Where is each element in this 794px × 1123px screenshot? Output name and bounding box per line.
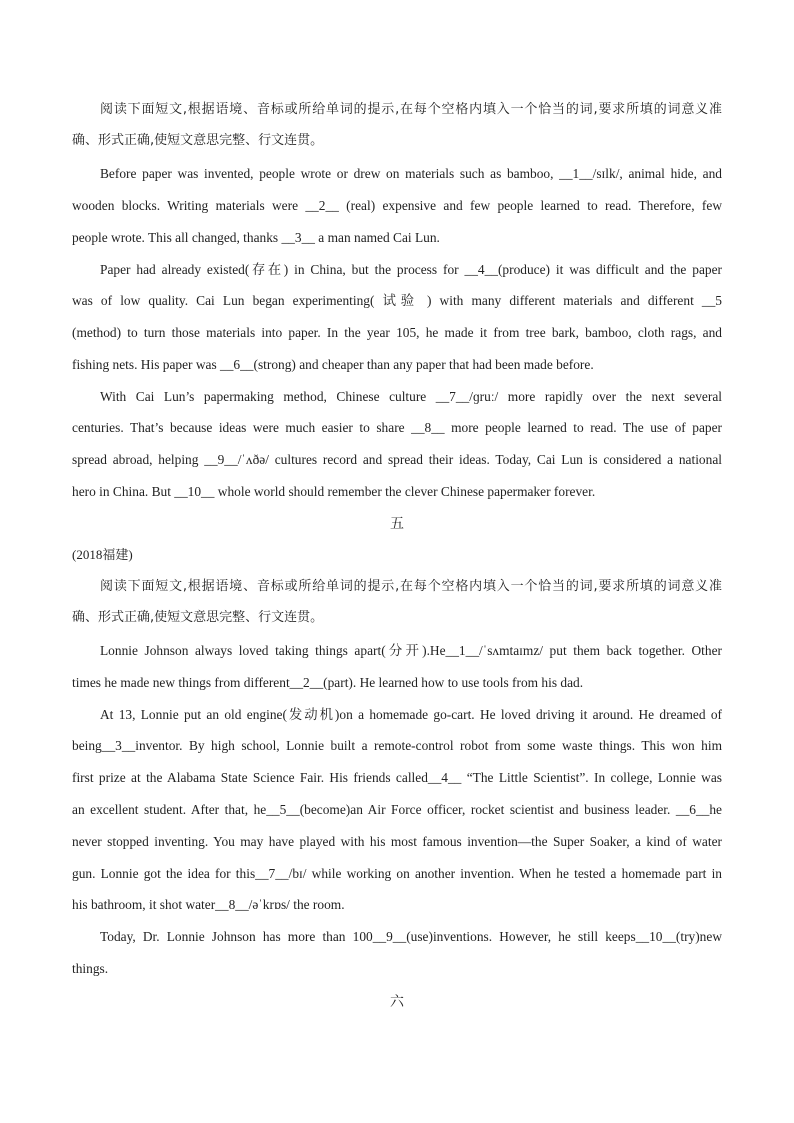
section-heading: 五	[390, 516, 404, 532]
instruction-line: 阅读下面短文,根据语境、音标或所给单词的提示,在每个空格内填入一个恰当的词,要求所填的词意义准	[100, 102, 722, 117]
source-label: (2018福建)	[72, 547, 133, 562]
passage-line: At 13, Lonnie put an old engine(发动机)on a homemade go-cart. He loved driving it around. He dreamed of	[100, 707, 722, 722]
passage-line: Today, Dr. Lonnie Johnson has more than 100__9__(use)inventions. However, he still keeps__10__(try)new	[100, 929, 722, 944]
passage-line: an excellent student. After that, he__5__(become)an Air Force officer, rocket scientist and business leader. __6__he	[72, 802, 722, 817]
passage-line: times he made new things from different__2__(part). He learned how to use tools from his dad.	[72, 675, 584, 690]
passage-line: Before paper was invented, people wrote or drew on materials such as bamboo, __1__/sɪlk/, animal hide, and	[100, 166, 722, 181]
passage-line: first prize at the Alabama State Science Fair. His friends called__4__ “The Little Scientist”. In college, Lonnie was	[72, 770, 722, 785]
passage-line: With Cai Lun’s papermaking method, Chinese culture __7__/ɡruː/ more rapidly over the next several	[100, 389, 722, 404]
section-heading: 六	[390, 994, 404, 1010]
passage-line: Paper had already existed(存在) in China, but the process for __4__(produce) it was difficult and the paper	[100, 262, 722, 277]
passage-line: people wrote. This all changed, thanks __3__ a man named Cai Lun.	[72, 230, 440, 245]
passage-line: never stopped inventing. You may have played with his most famous invention—the Super Soaker, a kind of water	[72, 834, 722, 849]
instruction-line: 确、形式正确,使短文意思完整、行文连贯。	[72, 610, 324, 625]
passage-line: his bathroom, it shot water__8__/əˈkrɒs/ the room.	[72, 897, 345, 912]
passage-line: fishing nets. His paper was __6__(strong) and cheaper than any paper that had been made before.	[72, 357, 594, 372]
passage-line: was of low quality. Cai Lun began experimenting( 试验 ) with many different materials and different __5	[72, 293, 722, 308]
passage-line: (method) to turn those materials into paper. In the year 105, he made it from tree bark, bamboo, cloth rags, and	[72, 325, 722, 340]
passage-line: things.	[72, 961, 109, 976]
passage-line: wooden blocks. Writing materials were __2__ (real) expensive and few people learned to read. Therefore, few	[72, 198, 722, 213]
passage-line: gun. Lonnie got the idea for this__7__/bɪ/ while working on another invention. When he tested a homemade part in	[72, 866, 722, 881]
instruction-line: 确、形式正确,使短文意思完整、行文连贯。	[72, 133, 324, 148]
passage-line: hero in China. But __10__ whole world should remember the clever Chinese papermaker forever.	[72, 484, 596, 499]
instruction-line: 阅读下面短文,根据语境、音标或所给单词的提示,在每个空格内填入一个恰当的词,要求所填的词意义准	[100, 579, 722, 594]
passage-line: being__3__inventor. By high school, Lonnie built a remote-control robot from some waste things. This won him	[72, 738, 722, 753]
passage-line: Lonnie Johnson always loved taking things apart(分开).He__1__/ˈsʌmtaɪmz/ put them back together. Other	[100, 643, 722, 658]
passage-line: centuries. That’s because ideas were much easier to share __8__ more people learned to read. The use of paper	[72, 420, 722, 435]
passage-line: spread abroad, helping __9__/ˈʌðə/ cultures record and spread their ideas. Today, Cai Lun is considered a national	[72, 452, 722, 467]
